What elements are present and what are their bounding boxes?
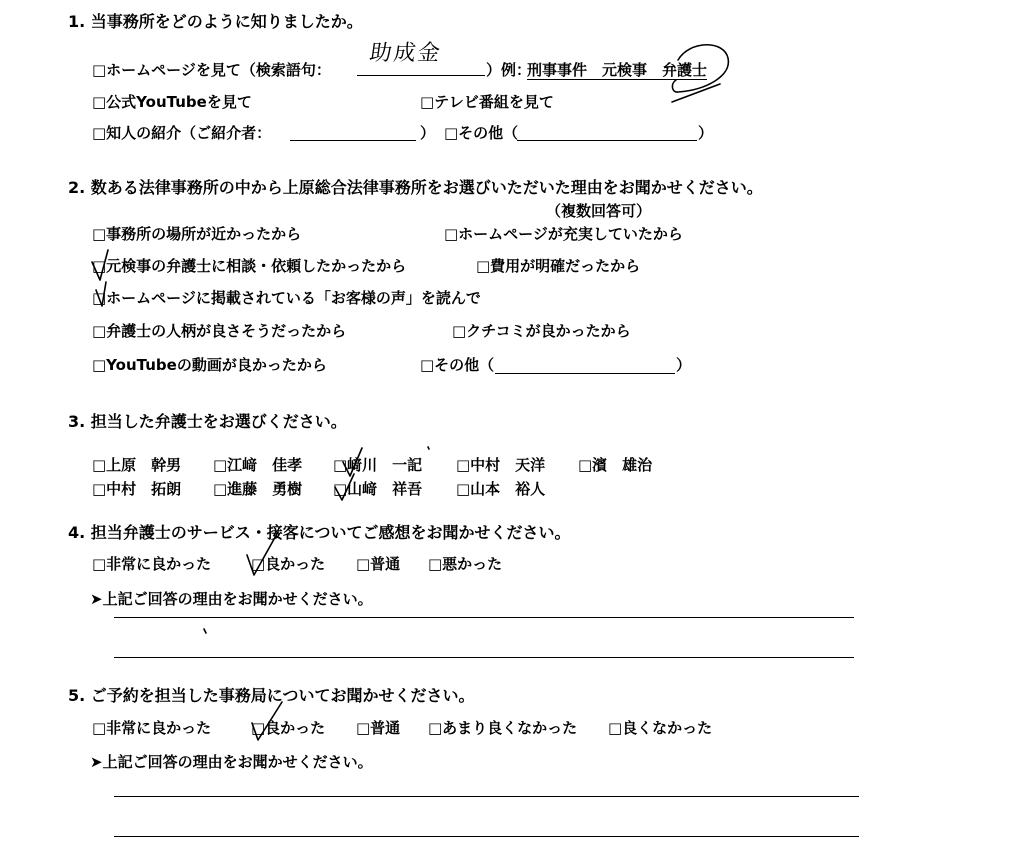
q1-option-tv[interactable]: □テレビ番組を見て	[420, 93, 554, 111]
lawyer-option[interactable]: □上原 幹男	[92, 456, 182, 474]
lawyer-option[interactable]: □江﨑 佳孝	[213, 456, 303, 474]
q5-option-very-good[interactable]: □非常に良かった	[92, 719, 212, 737]
q2-option-voices[interactable]: □ホームページに掲載されている「お客様の声」を読んで	[92, 289, 481, 307]
q5-option-good[interactable]: □良かった	[251, 719, 326, 737]
checkmark-q2-voices	[96, 282, 106, 306]
q1-option-other[interactable]: □その他（	[444, 124, 519, 142]
q2-multiple-note: （複数回答可）	[546, 202, 652, 220]
q4-option-good[interactable]: □良かった	[251, 555, 326, 573]
checkmark-q4-good	[247, 532, 278, 575]
q1-option-referral[interactable]: □知人の紹介（ご紹介者：	[92, 124, 272, 142]
q5-reason-prompt: ➤上記ご回答の理由をお聞かせください。	[90, 753, 373, 771]
circle-mark-bengoshi	[672, 45, 728, 92]
q2-option-reviews[interactable]: □クチコミが良かったから	[452, 322, 631, 340]
lawyer-option[interactable]: □濱 雄治	[578, 456, 653, 474]
q1-option-homepage[interactable]: □ホームページを見て（検索語句：	[92, 61, 331, 79]
stray-mark	[428, 447, 429, 449]
stray-mark	[204, 629, 206, 633]
q5-option-not-so-good[interactable]: □あまり良くなかった	[428, 719, 578, 737]
q5-option-not-good[interactable]: □良くなかった	[608, 719, 713, 737]
q4-option-very-good[interactable]: □非常に良かった	[92, 555, 212, 573]
q2-option-homepage[interactable]: □ホームページが充実していたから	[444, 225, 683, 243]
q2-title: 2. 数ある法律事務所の中から上原総合法律事務所をお選びいただいた理由をお聞かせください。	[68, 178, 763, 197]
circle-mark-tail	[672, 84, 720, 102]
lawyer-option[interactable]: □進藤 勇樹	[213, 480, 303, 498]
lawyer-option[interactable]: □山﨑 祥吾	[333, 480, 423, 498]
q1-search-term-handwritten[interactable]: 助成金	[367, 41, 444, 66]
lawyer-option[interactable]: □中村 天洋	[456, 456, 546, 474]
q4-option-bad[interactable]: □悪かった	[428, 555, 503, 573]
checkmark-q5-good	[252, 702, 282, 740]
q2-option-former-prosecutor[interactable]: □元検事の弁護士に相談・依頼したかったから	[92, 257, 407, 275]
q2-option-youtube[interactable]: □YouTubeの動画が良かったから	[92, 356, 327, 374]
q1-title: 1. 当事務所をどのように知りましたか。	[68, 12, 363, 31]
q1-referral-close: ）	[420, 124, 436, 142]
q2-option-other[interactable]: □その他（	[420, 356, 495, 374]
q5-title: 5. ご予約を担当した事務局についてお聞かせください。	[68, 686, 475, 705]
checkmark-q3-yamasaki	[335, 474, 354, 500]
q2-other-close: ）	[676, 356, 692, 374]
checkmark-q3-sakikawa	[343, 448, 362, 476]
q4-option-normal[interactable]: □普通	[356, 555, 401, 573]
checkmark-q2-former-prosecutor	[92, 250, 108, 280]
q1-other-close: ）	[698, 124, 714, 142]
q4-title: 4. 担当弁護士のサービス・接客についてご感想をお聞かせください。	[68, 523, 571, 542]
q2-option-location[interactable]: □事務所の場所が近かったから	[92, 225, 302, 243]
q2-option-personality[interactable]: □弁護士の人柄が良さそうだったから	[92, 322, 347, 340]
lawyer-option[interactable]: □山本 裕人	[456, 480, 546, 498]
q3-title: 3. 担当した弁護士をお選びください。	[68, 412, 347, 431]
lawyer-option[interactable]: □中村 拓朗	[92, 480, 182, 498]
q4-reason-prompt: ➤上記ご回答の理由をお聞かせください。	[90, 590, 373, 608]
q5-option-normal[interactable]: □普通	[356, 719, 401, 737]
q1-option-youtube[interactable]: □公式YouTubeを見て	[92, 93, 252, 111]
q1-example-terms: 刑事事件 元検事 弁護士	[527, 61, 708, 79]
q2-option-fees[interactable]: □費用が明確だったから	[476, 257, 641, 275]
q1-example-prefix: ）例：	[486, 61, 532, 79]
lawyer-option[interactable]: □﨑川 一記	[333, 456, 423, 474]
